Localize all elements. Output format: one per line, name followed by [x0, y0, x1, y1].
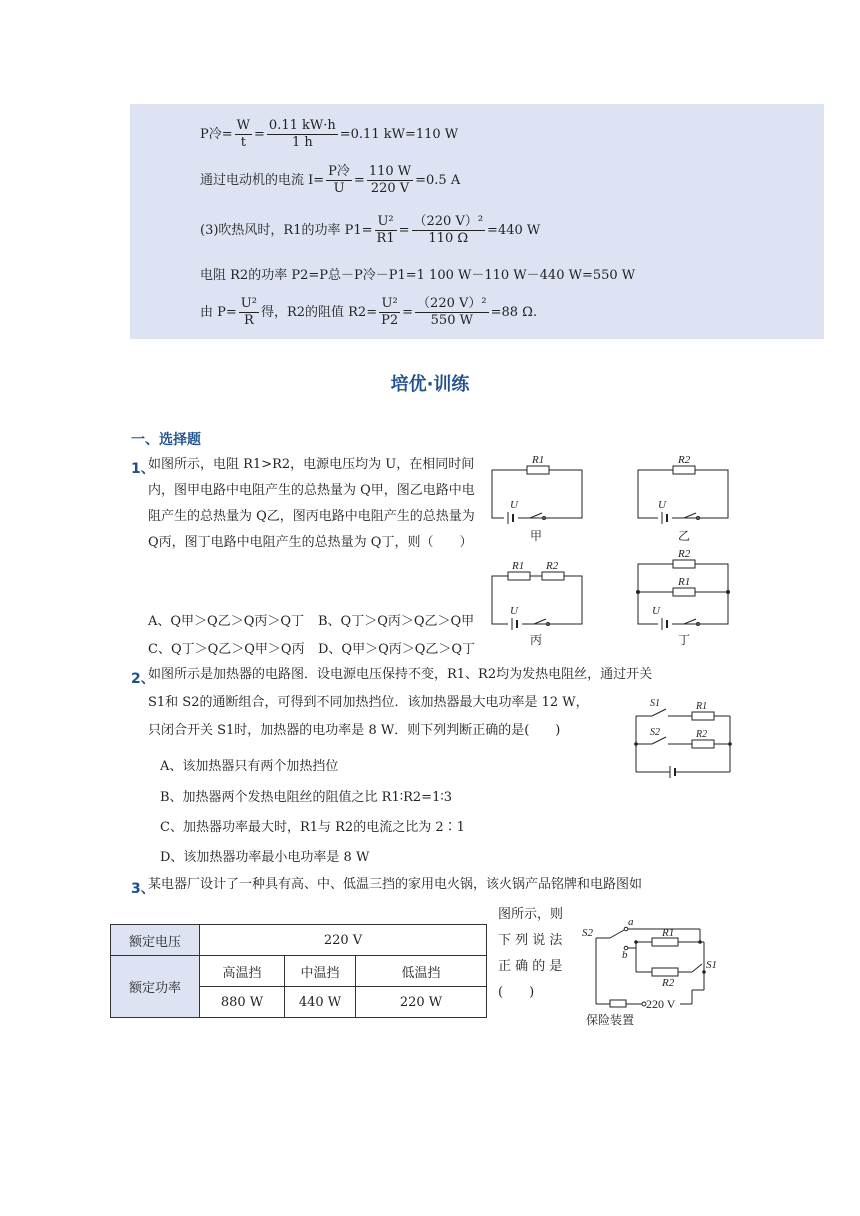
- question-2-number: 2、: [131, 671, 155, 687]
- question-3-side-text: [498, 902, 578, 1006]
- label-ding: 丁: [678, 633, 691, 647]
- level-low: 低温挡: [356, 956, 487, 987]
- label-r2: R2: [678, 548, 691, 560]
- label-voltage: 220 V: [646, 997, 676, 1011]
- level-mid: 中温挡: [285, 956, 356, 987]
- q1-option-c[interactable]: C、Q丁＞Q乙＞Q甲＞Q丙: [148, 642, 305, 657]
- formula-text: P冷=: [200, 127, 233, 142]
- side-text-line: ( ): [498, 985, 535, 1000]
- denominator: R: [243, 313, 254, 328]
- resistor-icon: [542, 572, 564, 580]
- q1-option-a[interactable]: A、Q甲＞Q乙＞Q丙＞Q丁: [148, 614, 305, 629]
- label-s1: S1: [706, 959, 717, 971]
- solution-box: [130, 104, 824, 339]
- label-r1: R1: [512, 560, 525, 572]
- section-heading: 一、选择题: [131, 432, 201, 448]
- question-2-line-3: 只闭合开关 S1时，加热器的电功率是 8 W．则下列判断正确的是( ): [148, 723, 561, 738]
- side-text-line: 图所示，则: [498, 907, 564, 922]
- solution-line-4: [200, 267, 635, 285]
- formula-text: =: [402, 305, 414, 320]
- denominator: t: [240, 135, 246, 150]
- fuse-icon: [610, 1000, 626, 1007]
- formula-text: =440 W: [487, 223, 541, 238]
- rated-voltage-label: 额定电压: [111, 925, 200, 956]
- q2-circuit-diagram: [630, 694, 740, 780]
- numerator: 0.11 kW·h: [268, 118, 336, 133]
- fraction: [412, 214, 486, 247]
- solution-line-3: [200, 214, 540, 247]
- numerator: （220 V）²: [413, 214, 484, 229]
- section-title: 培优·训练: [390, 374, 470, 395]
- resistor-icon: [527, 466, 549, 474]
- formula-text: 通过电动机的电流 I=: [200, 173, 325, 188]
- side-text-line: 正 确 的 是: [498, 959, 563, 974]
- label-u: U: [658, 499, 666, 511]
- rated-voltage-value: 220 V: [200, 925, 487, 956]
- denominator: 110 Ω: [428, 231, 469, 246]
- q2-option-a[interactable]: A、该加热器只有两个加热挡位: [160, 759, 339, 774]
- formula-text: =: [398, 223, 410, 238]
- question-2-line-2: S1和 S2的通断组合，可得到不同加热挡位．该加热器最大电功率是 12 W，: [148, 695, 589, 710]
- numerator: U²: [375, 214, 397, 231]
- resistor-icon: [652, 968, 678, 976]
- label-r2: R2: [696, 729, 708, 740]
- numerator: （220 V）²: [417, 296, 487, 311]
- product-nameplate-table: [110, 924, 487, 1018]
- formula-text: =: [353, 173, 365, 188]
- resistor-icon: [692, 740, 714, 748]
- level-high: 高温挡: [200, 956, 285, 987]
- q2-option-d[interactable]: D、该加热器功率最小电功率是 8 W: [160, 850, 370, 865]
- q2-option-b[interactable]: B、加热器两个发热电阻丝的阻值之比 R1∶R2=1∶3: [160, 790, 453, 805]
- denominator: P2: [381, 313, 399, 328]
- power-mid: 440 W: [285, 987, 356, 1018]
- label-jia: 甲: [530, 529, 543, 543]
- label-r2: R2: [662, 977, 675, 989]
- label-r1: R1: [662, 927, 675, 939]
- label-bing: 丙: [530, 633, 543, 647]
- resistor-icon: [652, 938, 678, 946]
- q1-circuit-diagrams: [480, 450, 750, 650]
- question-2-line-1: 如图所示是加热器的电路图．设电源电压保持不变，R1、R2均为发热电阻丝，通过开关: [148, 667, 653, 682]
- resistor-icon: [673, 466, 695, 474]
- q1-option-b[interactable]: B、Q丁＞Q丙＞Q乙＞Q甲: [318, 614, 475, 629]
- q1-option-d[interactable]: D、Q甲＞Q丙＞Q乙＞Q丁: [318, 642, 476, 657]
- denominator: 220 V: [370, 181, 410, 196]
- power-low: 220 W: [356, 987, 487, 1018]
- label-u: U: [652, 605, 660, 617]
- resistor-icon: [673, 588, 695, 596]
- question-3-line-1: 某电器厂设计了一种具有高、中、低温三挡的家用电火锅，该火锅产品铭牌和电路图如: [148, 877, 643, 892]
- resistor-icon: [692, 712, 714, 720]
- solution-line-1: [200, 118, 458, 151]
- denominator: 550 W: [430, 313, 473, 328]
- question-3-number: 3、: [131, 881, 155, 897]
- q2-option-c[interactable]: C、加热器功率最大时，R1与 R2的电流之比为 2∶1: [160, 820, 465, 835]
- denominator: U: [333, 181, 345, 196]
- label-r1: R1: [678, 576, 691, 588]
- fraction: [375, 214, 397, 247]
- formula-text: (3)吹热风时，R1的功率 P1=: [200, 223, 373, 238]
- denominator: R1: [376, 231, 395, 246]
- label-a: a: [628, 916, 634, 928]
- label-s2: S2: [650, 727, 660, 738]
- formula-text: 电阻 R2的功率 P2=P总－P冷－P1=1 100 W－110 W－440 W=550 W: [200, 268, 636, 283]
- resistor-icon: [673, 560, 695, 568]
- label-r1: R1: [696, 701, 708, 712]
- rated-power-label: 额定功率: [111, 956, 200, 1018]
- label-fuse: 保险装置: [586, 1013, 635, 1027]
- solution-line-2: [200, 164, 460, 197]
- question-1-number: 1、: [131, 461, 155, 477]
- label-u: U: [510, 499, 518, 511]
- fraction: [415, 296, 489, 329]
- label-r2: R2: [546, 560, 559, 572]
- label-u: U: [510, 605, 518, 617]
- power-high: 880 W: [200, 987, 285, 1018]
- solution-line-5: [200, 296, 537, 329]
- question-1-text: 如图所示，电阻 R1>R2，电源电压均为 U，在相同时间内，图甲电路中电阻产生的总热量为 Q甲，图乙电路中电阻产生的总热量为 Q乙，图丙电路中电阻产生的总热量为 Q丙，图丁电路中电阻产生的总热量为 Q丁，则（ ）: [148, 457, 475, 550]
- formula-text: =: [254, 127, 265, 142]
- label-b: b: [622, 949, 628, 961]
- formula-text: 得，R2的阻值 R2=: [260, 305, 378, 320]
- formula-text: =0.11 kW=110 W: [339, 127, 459, 142]
- denominator: 1 h: [291, 135, 313, 150]
- formula-text: 由 P=: [200, 305, 237, 320]
- numerator: P冷: [328, 164, 350, 179]
- label-s2: S2: [582, 927, 593, 939]
- formula-text: =88 Ω.: [490, 305, 538, 320]
- fraction: [235, 118, 252, 151]
- fraction: [326, 164, 352, 197]
- numerator: U²: [240, 296, 257, 311]
- q3-circuit-diagram: [580, 916, 730, 1032]
- numerator: U²: [379, 296, 400, 313]
- numerator: 110 W: [368, 164, 412, 179]
- label-yi: 乙: [678, 529, 691, 543]
- formula-text: =0.5 A: [415, 173, 461, 188]
- resistor-icon: [508, 572, 530, 580]
- label-r1: R1: [532, 454, 545, 466]
- fraction: [267, 118, 338, 151]
- label-s1: S1: [650, 698, 660, 709]
- label-r2: R2: [678, 454, 691, 466]
- fraction: [379, 296, 400, 329]
- fraction: [367, 164, 413, 197]
- side-text-line: 下 列 说 法: [498, 933, 563, 948]
- fraction: [239, 296, 259, 329]
- numerator: W: [236, 118, 251, 133]
